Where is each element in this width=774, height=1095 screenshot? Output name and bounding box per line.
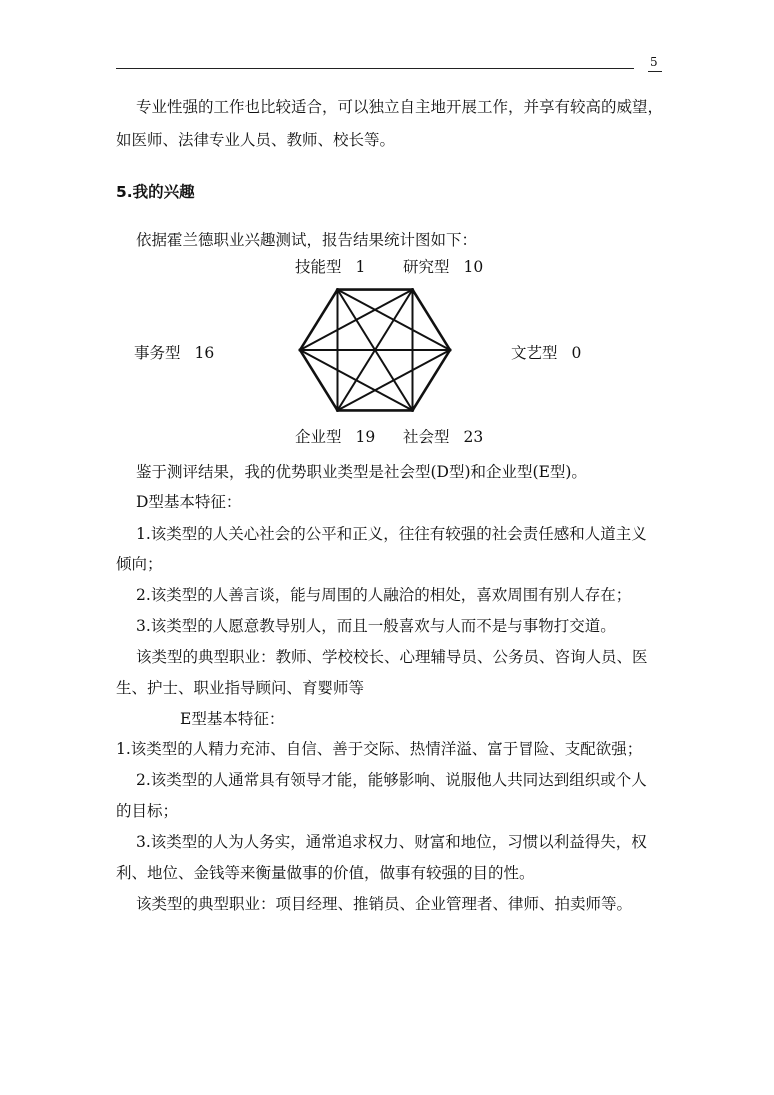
chart-label-art [511,341,581,363]
e-trait-2-line-2: 的目标； [116,802,179,820]
chart-label-research-value: 10 [463,258,484,276]
e-trait-3-line-1: 3.该类型的人为人务实，通常追求权力、财富和地位，习惯以利益得失，权 [136,833,647,851]
d-trait-1-line-1: 1.该类型的人关心社会的公平和正义，往往有较强的社会责任感和人道主义 [136,525,647,543]
chart-intro: 依据霍兰德职业兴趣测试，报告结果统计图如下： [136,231,478,249]
chart-label-enterprise [295,425,375,447]
chart-label-research [403,255,483,277]
d-type-title: D型基本特征： [136,493,242,511]
chart-label-clerical-value: 16 [194,344,215,362]
chart-label-art-value: 0 [571,344,582,362]
d-jobs-line-1: 该类型的典型职业：教师、学校校长、心理辅导员、公务员、咨询人员、医 [136,648,648,666]
chart-label-research-name: 研究型 [403,258,450,276]
d-trait-3: 3.该类型的人愿意教导别人，而且一般喜欢与人而不是与事物打交道。 [136,617,616,635]
page-number-rule [648,71,662,72]
d-trait-1-line-2: 倾向； [116,555,163,573]
conclusion-text: 鉴于测评结果，我的优势职业类型是社会型(D型)和企业型(E型)。 [136,463,587,481]
chart-label-skill-value: 1 [355,258,366,276]
chart-label-art-name: 文艺型 [511,344,558,362]
hexagon-vertex-2 [448,348,451,351]
d-jobs-line-2: 生、护士、职业指导顾问、育婴师等 [116,679,365,697]
chart-label-social-name: 社会型 [403,428,450,446]
section-title: 5.我的兴趣 [116,183,195,201]
e-type-title: E型基本特征： [180,710,285,728]
header-rule [116,68,634,69]
chart-label-skill [295,255,365,277]
chart-label-enterprise-value: 19 [355,428,376,446]
hexagon-vertex-0 [336,288,339,291]
chart-label-enterprise-name: 企业型 [295,428,342,446]
chart-label-clerical-name: 事务型 [134,344,181,362]
e-trait-2-line-1: 2.该类型的人通常具有领导才能，能够影响、说服他人共同达到组织或个人 [136,771,647,789]
d-trait-2: 2.该类型的人善言谈，能与周围的人融洽的相处，喜欢周围有别人存在； [136,586,632,604]
chart-label-social [403,425,483,447]
e-trait-3-line-2: 利、地位、金钱等来衡量做事的价值，做事有较强的目的性。 [116,864,535,882]
intro-line-2: 如医师、法律专业人员、教师、校长等。 [116,131,396,149]
intro-line-1: 专业性强的工作也比较适合，可以独立自主地开展工作，并享有较高的威望， [136,98,664,116]
e-jobs: 该类型的典型职业：项目经理、推销员、企业管理者、律师、拍卖师等。 [136,895,633,913]
chart-label-skill-name: 技能型 [295,258,342,276]
hexagon-vertex-5 [298,348,301,351]
page-number: 5 [650,55,658,69]
chart-label-clerical [134,341,214,363]
e-trait-1: 1.该类型的人精力充沛、自信、善于交际、热情洋溢、富于冒险、支配欲强； [116,740,643,758]
holland-hexagon-chart [280,275,470,425]
chart-label-social-value: 23 [463,428,484,446]
hexagon-vertex-4 [336,409,339,412]
hexagon-vertex-3 [411,409,414,412]
hexagon-vertex-1 [411,288,414,291]
